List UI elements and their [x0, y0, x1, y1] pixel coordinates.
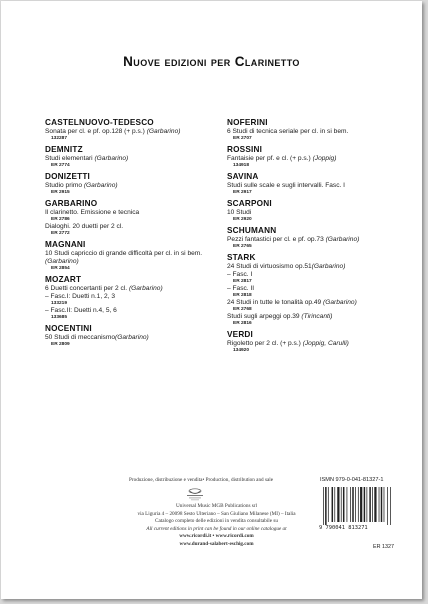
work-title: [227, 128, 402, 136]
composer-name: SCHUMANN: [227, 226, 277, 235]
work-title: [227, 209, 402, 217]
website-durand[interactable]: www.durand-salabert-eschig.com: [179, 540, 254, 547]
catalog-entry: [45, 145, 220, 169]
catalog-entry: [45, 172, 220, 196]
catalogue-note-it: Catalogo completo delle edizioni in vendita consultabile su: [155, 518, 278, 525]
work-text: 50 Studi di meccanismo: [45, 334, 116, 341]
work-title: [227, 263, 402, 271]
catalog-entry: [227, 172, 402, 196]
work-title: [45, 155, 220, 163]
work-title: [227, 271, 402, 279]
work-editor: (Garbarino): [128, 285, 163, 292]
work-editor: (Garbarino): [94, 155, 129, 162]
production-line: Produzione, distribuzione e vendita• Production, distribution and sale: [129, 477, 274, 483]
barcode-number: 9 790041 813271: [319, 525, 368, 531]
catalog-entry: [227, 226, 402, 250]
catalog-code: ER 2765: [233, 244, 252, 249]
work-text: Studi sulle scale e sugli intervalli. Fasc. I: [227, 182, 346, 189]
catalog-entry: [227, 145, 402, 169]
work-editor: (Garbarino): [83, 182, 118, 189]
composer-name: CASTELNUOVO-TEDESCO: [45, 118, 154, 127]
catalog-code: 132287: [51, 136, 68, 141]
catalog-right-column: [227, 118, 402, 357]
composer-name: GARBARINO: [45, 199, 98, 208]
catalog-code: ER 2772: [51, 231, 70, 236]
work-text: 10 Studi capriccio di grande difficoltà per cl. in si bem.: [45, 250, 203, 257]
work-title: [45, 182, 220, 190]
work-title: [227, 182, 402, 190]
catalog-code: ER 2917: [233, 190, 252, 195]
publisher-logo-icon: [184, 487, 206, 501]
work-title: [227, 313, 402, 321]
catalog-entry: [227, 118, 402, 142]
work-title: [45, 334, 220, 342]
work-text: – Fasc. II: [227, 285, 255, 292]
catalog-code: ER 2774: [51, 163, 70, 168]
website-separator: •: [211, 533, 216, 540]
work-editor: (Garbarino): [311, 263, 346, 270]
work-text: – Fasc.I: Duetti n.1, 2, 3: [45, 293, 116, 300]
publisher-name: Universal Music MGB Publications srl: [176, 503, 257, 509]
work-editor: (Garbarino): [115, 334, 149, 341]
catalog-code: ER 2817: [233, 279, 252, 284]
work-title: [227, 155, 402, 163]
work-text: Studi sugli arpeggi op.39: [227, 313, 302, 320]
work-title: [45, 128, 220, 136]
work-title: [45, 293, 220, 301]
composer-name: SCARPONI: [227, 199, 272, 208]
composer-name: STARK: [227, 253, 256, 262]
work-text: – Fasc. I: [227, 271, 253, 278]
work-title: [227, 299, 402, 307]
work-title: [45, 258, 220, 266]
composer-name: MOZART: [45, 275, 82, 284]
work-text: Dialoghi. 20 duetti per 2 cl.: [45, 223, 124, 230]
catalog-left-column: [45, 118, 220, 351]
catalog-entry: [227, 330, 402, 354]
work-editor: (Tirincanti): [301, 313, 333, 320]
catalogue-note-en: All current editions in print can be found in our online catalogue at: [146, 525, 287, 532]
work-text: 24 Studi di virtuosismo op.51: [227, 263, 312, 270]
websites-line: [129, 533, 304, 541]
website-ricordi-it[interactable]: www.ricordi.it: [179, 533, 212, 540]
catalog-code: ER 2915: [51, 190, 70, 195]
ismn-number: ISMN 979-0-041-81327-1: [320, 477, 384, 483]
catalog-code: ER 2920: [233, 217, 252, 222]
work-editor: (Garbarino): [323, 299, 357, 306]
composer-name: SAVINA: [227, 172, 259, 181]
work-text: Fantaisie per pf. e cl. (+ p.s.): [227, 155, 313, 162]
work-title: [45, 285, 220, 293]
catalog-entry: [45, 199, 220, 237]
work-text: 10 Studi: [227, 209, 252, 216]
publisher-info: [129, 503, 304, 549]
catalog-code: ER 2707: [233, 136, 252, 141]
work-text: Il clarinetto. Emissione e tecnica: [45, 209, 140, 216]
document-page: [1, 1, 422, 599]
catalog-code: ER 2816: [233, 321, 252, 326]
page-title: Nuove edizioni per Clarinetto: [123, 54, 300, 69]
work-editor: (Joppig, Carulli): [302, 340, 349, 347]
catalog-entry: [45, 240, 220, 272]
barcode-icon: [321, 487, 401, 525]
work-editor: (Joppig): [312, 155, 337, 162]
catalog-code: 133219: [51, 301, 68, 306]
catalog-entry: [45, 118, 220, 142]
catalog-code: ER 2818: [233, 293, 252, 298]
work-text: Pezzi fantastici per cl. e pf. op.73: [227, 236, 326, 243]
publisher-address: via Liguria 4 – 20098 Sesto Ulteriano – San Giuliano Milanese (MI) – Italia: [137, 510, 296, 517]
work-text: 6 Duetti concertanti per 2 cl.: [45, 285, 129, 292]
work-title: [227, 285, 402, 293]
catalog-entry: [45, 275, 220, 321]
catalog-code: 133685: [51, 315, 68, 320]
work-title: [45, 307, 220, 315]
catalog-code: ER 2854: [51, 266, 70, 271]
work-text: Studi elementari: [45, 155, 95, 162]
work-title: [45, 209, 220, 217]
work-text: Rigoletto per 2 cl. (+ p.s.): [227, 340, 303, 347]
work-editor: (Garbarino): [325, 236, 360, 243]
catalog-code: ER 2786: [51, 217, 70, 222]
work-text: 24 Studi in tutte le tonalità op.49: [227, 299, 324, 306]
catalog-code: ER 2809: [51, 342, 70, 347]
catalog-entry: [227, 253, 402, 327]
work-text: Sonata per cl. e pf. op.128 (+ p.s.): [45, 128, 147, 135]
work-editor: (Garbarino): [45, 258, 79, 265]
composer-name: NOCENTINI: [45, 324, 92, 333]
work-title: [227, 340, 402, 348]
composer-name: DEMNITZ: [45, 145, 83, 154]
work-title: [45, 223, 220, 231]
work-text: Studio primo: [45, 182, 84, 189]
work-text: – Fasc.II: Duetti n.4, 5, 6: [45, 307, 117, 314]
catalog-entry: [227, 199, 402, 223]
composer-name: MAGNANI: [45, 240, 86, 249]
catalog-code: 134920: [233, 348, 250, 353]
work-editor: (Garbarino): [146, 128, 181, 135]
composer-name: DONIZETTI: [45, 172, 91, 181]
work-title: [45, 250, 220, 258]
work-text: 6 Studi di tecnica seriale per cl. in si bem.: [227, 128, 349, 135]
composer-name: NOFERINI: [227, 118, 268, 127]
catalog-entry: [45, 324, 220, 348]
edition-code: ER 1327: [373, 544, 394, 550]
website-ricordi-com[interactable]: www.ricordi.com: [215, 533, 254, 540]
composer-name: ROSSINI: [227, 145, 263, 154]
catalog-code: ER 2768: [233, 307, 252, 312]
composer-name: VERDI: [227, 330, 254, 339]
catalog-code: 134918: [233, 163, 250, 168]
work-title: [227, 236, 402, 244]
